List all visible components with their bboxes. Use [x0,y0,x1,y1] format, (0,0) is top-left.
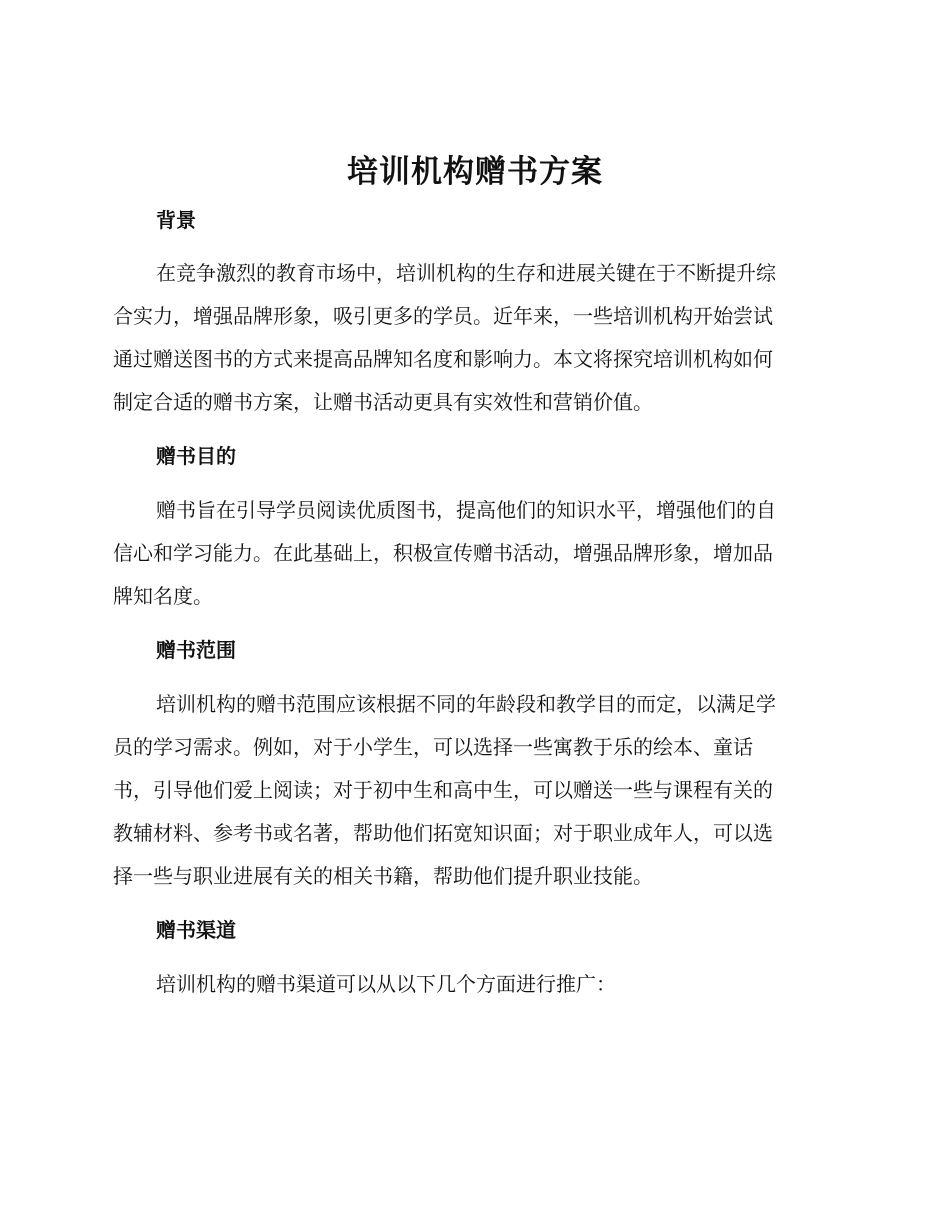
paragraph-line: 书，引导他们爱上阅读；对于初中生和高中生，可以赠送一些与课程有关的 [113,778,773,802]
paragraph-line: 择一些与职业进展有关的相关书籍，帮助他们提升职业技能。 [113,864,653,888]
paragraph-line: 培训机构的赠书范围应该根据不同的年龄段和教学目的而定，以满足学 [156,692,776,716]
section-heading-purpose: 赠书目的 [156,444,236,468]
paragraph-line: 牌知名度。 [113,584,213,608]
paragraph-line: 培训机构的赠书渠道可以从以下几个方面进行推广： [156,972,616,996]
document-title: 培训机构赠书方案 [347,154,603,190]
paragraph-line: 赠书旨在引导学员阅读优质图书，提高他们的知识水平，增强他们的自 [156,498,776,522]
paragraph-line: 员的学习需求。例如，对于小学生，可以选择一些寓教于乐的绘本、童话 [113,735,753,759]
section-heading-channels: 赠书渠道 [156,918,236,942]
paragraph-line: 信心和学习能力。在此基础上，积极宣传赠书活动，增强品牌形象，增加品 [113,541,773,565]
paragraph-line: 合实力，增强品牌形象，吸引更多的学员。近年来，一些培训机构开始尝试 [113,304,773,328]
paragraph-line: 制定合适的赠书方案，让赠书活动更具有实效性和营销价值。 [113,390,653,414]
paragraph-line: 教辅材料、参考书或名著，帮助他们拓宽知识面；对于职业成年人，可以选 [113,821,773,845]
section-heading-background: 背景 [156,208,196,232]
section-heading-scope: 赠书范围 [156,638,236,662]
paragraph-line: 通过赠送图书的方式来提高品牌知名度和影响力。本文将探究培训机构如何 [113,347,773,371]
paragraph-line: 在竞争激烈的教育市场中，培训机构的生存和进展关键在于不断提升综 [156,261,776,285]
